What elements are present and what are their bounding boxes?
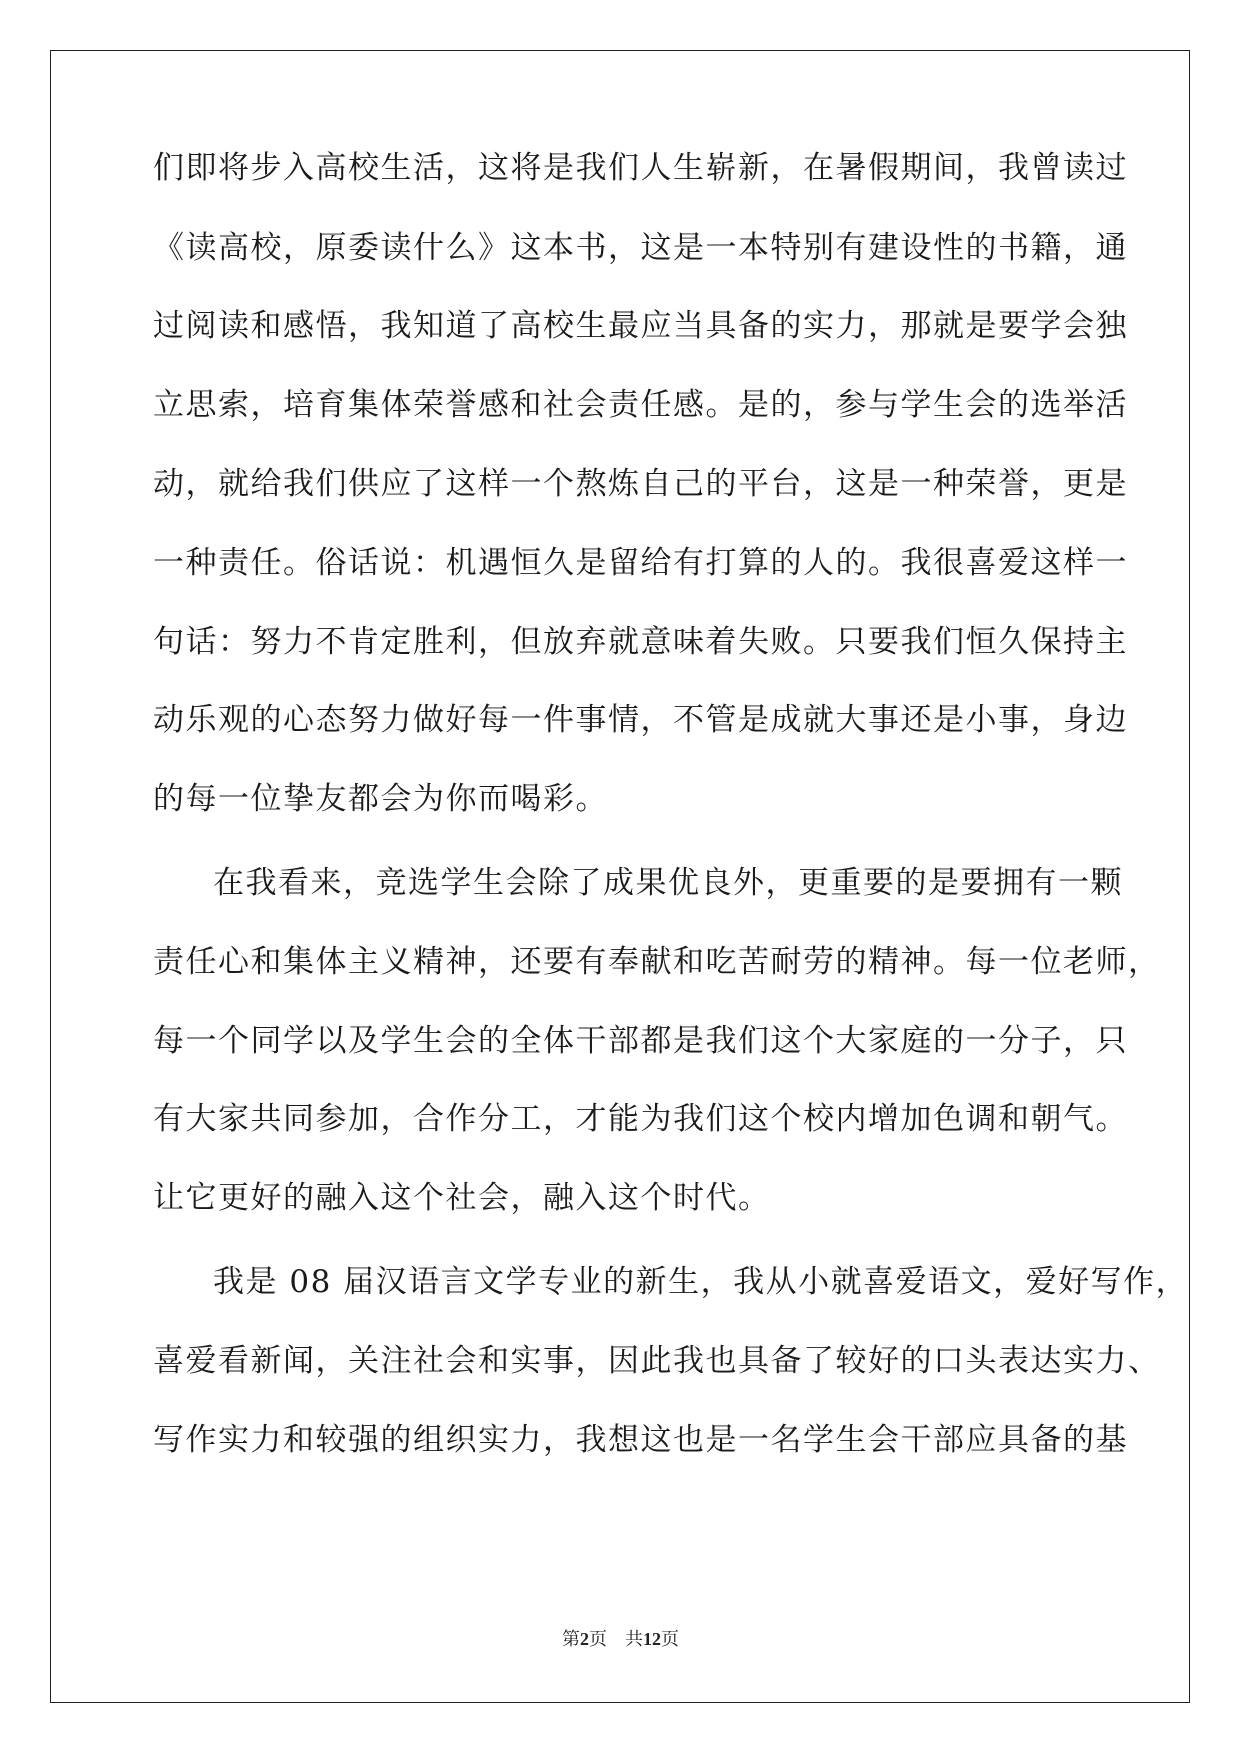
text-line: 让它更好的融入这个社会，融入这个时代。 (153, 1180, 771, 1216)
text-line: 的每一位挚友都会为你而喝彩。 (153, 781, 608, 817)
text-line: 每一个同学以及学生会的全体干部都是我们这个大家庭的一分子，只 (153, 1023, 1128, 1059)
page-number: 2 (580, 1629, 589, 1649)
text-line: 《读高校，原委读什么》这本书，这是一本特别有建设性的书籍，通 (153, 230, 1128, 266)
page-suffix: 页 (589, 1629, 607, 1649)
text-line: 动，就给我们供应了这样一个熬炼自己的平台，这是一种荣誉，更是 (153, 466, 1128, 502)
text-line: 立思索，培育集体荣誉感和社会责任感。是的，参与学生会的选举活 (153, 387, 1128, 423)
text-line: 有大家共同参加，合作分工，才能为我们这个校内增加色调和朝气。 (153, 1101, 1128, 1137)
text-line: 我是 08 届汉语言文学专业的新生，我从小就喜爱语文，爱好写作， (213, 1264, 1189, 1300)
text-line: 过阅读和感悟，我知道了高校生最应当具备的实力，那就是要学会独 (153, 308, 1128, 344)
text-line: 们即将步入高校生活，这将是我们人生崭新，在暑假期间，我曾读过 (153, 150, 1128, 186)
page-prefix: 第 (562, 1629, 580, 1649)
text-line: 写作实力和较强的组织实力，我想这也是一名学生会干部应具备的基 (153, 1422, 1128, 1458)
total-suffix: 页 (661, 1629, 679, 1649)
text-line: 责任心和集体主义精神，还要有奉献和吃苦耐劳的精神。每一位老师， (153, 944, 1161, 980)
text-line: 在我看来，竞选学生会除了成果优良外，更重要的是要拥有一颗 (213, 865, 1123, 901)
text-line: 一种责任。俗话说：机遇恒久是留给有打算的人的。我很喜爱这样一 (153, 545, 1128, 581)
total-prefix: 共 (625, 1629, 643, 1649)
total-pages: 12 (643, 1629, 661, 1649)
text-line: 动乐观的心态努力做好每一件事情，不管是成就大事还是小事，身边 (153, 702, 1128, 738)
text-line: 喜爱看新闻，关注社会和实事，因此我也具备了较好的口头表达实力、 (153, 1343, 1161, 1379)
text-line: 句话：努力不肯定胜利，但放弃就意味着失败。只要我们恒久保持主 (153, 624, 1128, 660)
page-footer (0, 1627, 1241, 1651)
